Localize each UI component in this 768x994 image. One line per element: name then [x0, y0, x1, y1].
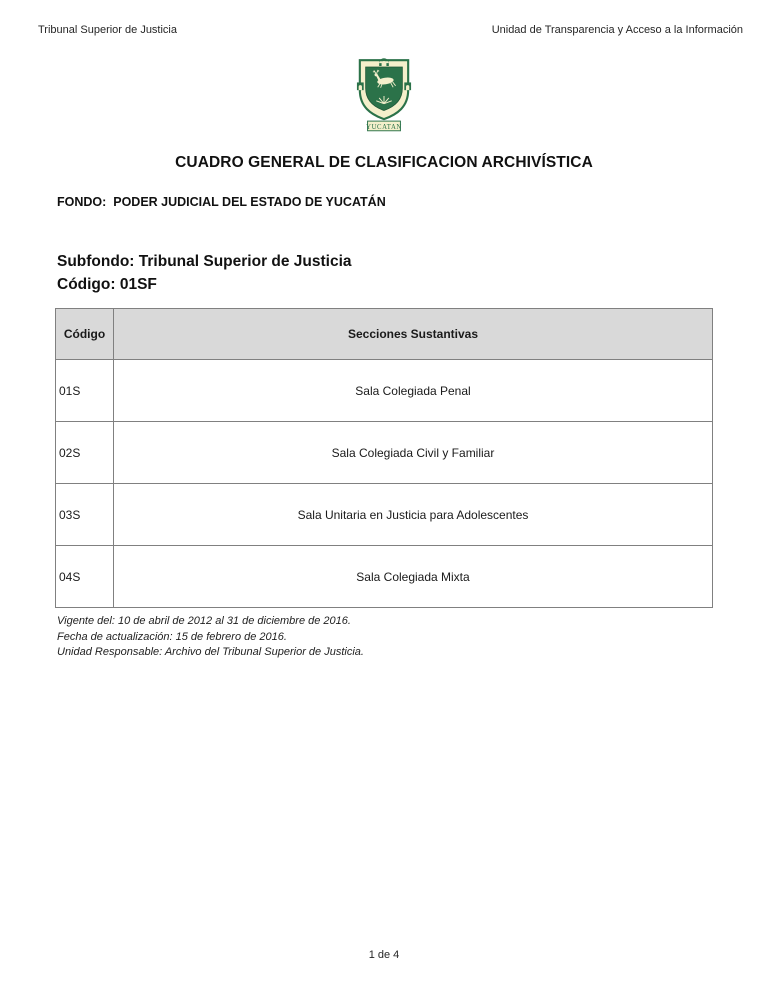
row-seccion: Sala Colegiada Mixta [114, 546, 713, 608]
classification-table [55, 308, 713, 608]
row-seccion: Sala Colegiada Civil y Familiar [114, 422, 713, 484]
header-right-text: Unidad de Transparencia y Acceso a la Información [491, 24, 743, 36]
table-row [56, 422, 713, 484]
note-unidad-responsable: Unidad Responsable: Archivo del Tribunal Superior de Justicia. [57, 646, 364, 658]
column-header-codigo: Código [56, 309, 114, 360]
document-title: CUADRO GENERAL DE CLASIFICACION ARCHIVÍSTICA [175, 154, 593, 171]
page-header [0, 0, 768, 37]
column-header-secciones: Secciones Sustantivas [114, 309, 713, 360]
row-seccion: Sala Colegiada Penal [114, 360, 713, 422]
yucatan-coat-of-arms-icon [355, 57, 413, 133]
note-actualizacion: Fecha de actualización: 15 de febrero de 2016. [57, 630, 287, 643]
page-number: 1 de 4 [368, 949, 400, 961]
footnotes [57, 614, 768, 661]
header-left-text: Tribunal Superior de Justicia [38, 24, 177, 36]
row-codigo: 01S [56, 360, 114, 422]
table-header-row [56, 309, 713, 360]
logo-caption: YUCATAN [366, 123, 402, 131]
codigo-label: Código: 01SF [57, 276, 157, 293]
row-codigo: 04S [56, 546, 114, 608]
subfondo-block [57, 250, 768, 296]
subfondo-label: Subfondo: Tribunal Superior de Justicia [57, 253, 352, 270]
table-row [56, 546, 713, 608]
table-row [56, 484, 713, 546]
logo-container [0, 57, 768, 133]
table-row [56, 360, 713, 422]
fondo-label: FONDO: PODER JUDICIAL DEL ESTADO DE YUCATÁN [57, 195, 386, 209]
row-codigo: 03S [56, 484, 114, 546]
row-seccion: Sala Unitaria en Justicia para Adolescentes [114, 484, 713, 546]
note-vigencia: Vigente del: 10 de abril de 2012 al 31 de diciembre de 2016. [57, 615, 351, 627]
row-codigo: 02S [56, 422, 114, 484]
